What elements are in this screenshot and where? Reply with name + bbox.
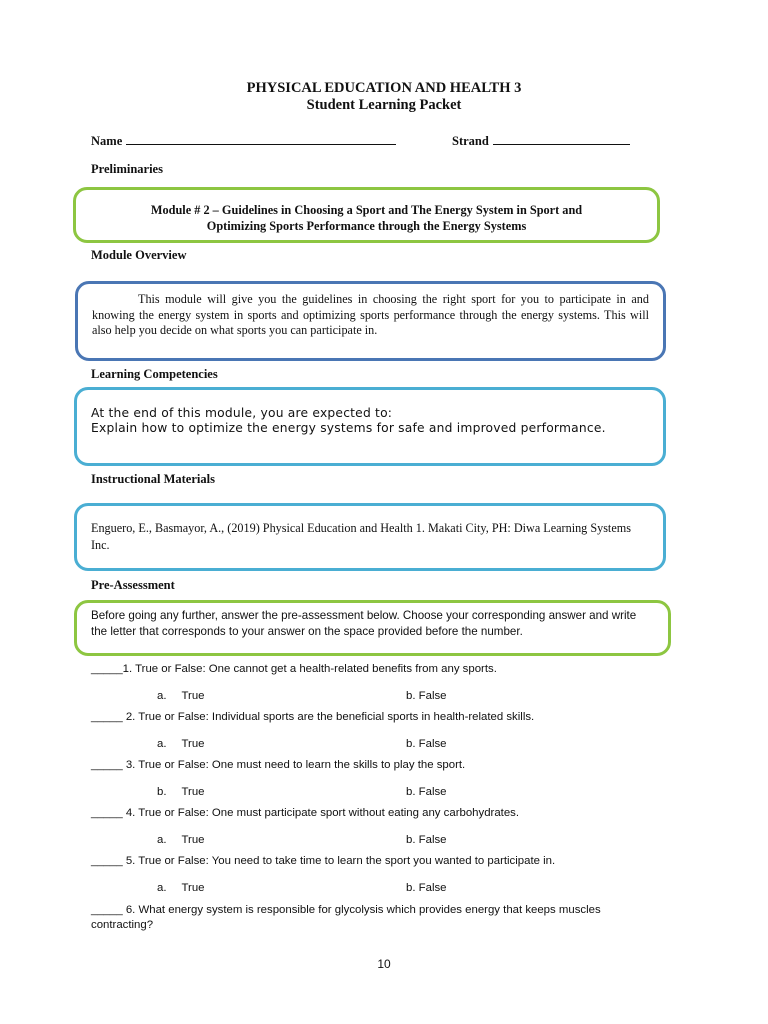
question-3-option-b[interactable]: b. False xyxy=(406,786,447,798)
instructional-materials-heading: Instructional Materials xyxy=(91,472,215,486)
module-title-line1: Module # 2 – Guidelines in Choosing a Sport and The Energy System in Sport and xyxy=(150,203,583,217)
option-text: True xyxy=(181,786,205,798)
option-text: True xyxy=(181,690,205,702)
question-2: _____ 2. True or False: Individual sports are the beneficial sports in health-related skills. xyxy=(91,711,535,723)
pre-assessment-heading: Pre-Assessment xyxy=(91,578,175,592)
option-text: True xyxy=(181,738,205,750)
name-blank[interactable] xyxy=(126,132,396,145)
question-3-option-a[interactable] xyxy=(157,786,205,798)
question-4: _____ 4. True or False: One must participate sport without eating any carbohydrates. xyxy=(91,807,520,819)
question-4-option-b[interactable]: b. False xyxy=(406,834,447,846)
question-2-option-a[interactable] xyxy=(157,738,205,750)
competencies-intro: At the end of this module, you are expected to: xyxy=(91,406,393,420)
option-letter: a. xyxy=(157,882,167,894)
question-5-option-b[interactable]: b. False xyxy=(406,882,447,894)
question-1-option-a[interactable] xyxy=(157,690,205,702)
question-6: _____ 6. What energy system is responsible for glycolysis which provides energy that keeps muscles contracting? xyxy=(91,904,601,931)
page-number: 10 xyxy=(377,957,391,971)
instructional-materials-text: Enguero, E., Basmayor, A., (2019) Physical Education and Health 1. Makati City, PH: Diwa Learning Systems Inc. xyxy=(91,521,631,552)
module-overview-heading: Module Overview xyxy=(91,248,187,262)
question-2-option-b[interactable]: b. False xyxy=(406,738,447,750)
instructional-materials-box xyxy=(74,503,666,571)
strand-blank[interactable] xyxy=(493,132,630,145)
question-1-option-b[interactable]: b. False xyxy=(406,690,447,702)
option-text: True xyxy=(181,882,205,894)
question-5-option-a[interactable] xyxy=(157,882,205,894)
module-overview-text: This module will give you the guidelines in choosing the right sport for you to participate in and knowing the energy system in sports and optimizing sports performance through the energy systems. This will also help you decide on what sports you can participate in. xyxy=(92,292,649,337)
question-1: _____1. True or False: One cannot get a health-related benefits from any sports. xyxy=(91,663,497,675)
option-letter: b. xyxy=(157,786,167,798)
option-letter: a. xyxy=(157,738,167,750)
strand-field[interactable] xyxy=(452,132,630,150)
module-title-box xyxy=(73,187,660,243)
learning-competencies-box xyxy=(74,387,666,466)
question-3: _____ 3. True or False: One must need to learn the skills to play the sport. xyxy=(91,759,466,771)
option-text: True xyxy=(181,834,205,846)
competencies-objective: Explain how to optimize the energy systems for safe and improved performance. xyxy=(91,421,606,435)
module-overview-box xyxy=(75,281,666,361)
question-5: _____ 5. True or False: You need to take time to learn the sport you wanted to participate in. xyxy=(91,855,556,867)
learning-competencies-heading: Learning Competencies xyxy=(91,367,218,381)
preliminaries-heading: Preliminaries xyxy=(91,162,163,176)
pre-assessment-instructions: Before going any further, answer the pre-assessment below. Choose your corresponding answer and write the letter that corresponds to your answer on the space provided before the number. xyxy=(91,609,637,638)
strand-label: Strand xyxy=(452,134,489,148)
module-title-line2: Optimizing Sports Performance through the Energy Systems xyxy=(206,219,527,233)
pre-assessment-instructions-box xyxy=(74,600,671,656)
name-label: Name xyxy=(91,134,123,148)
question-4-option-a[interactable] xyxy=(157,834,205,846)
option-letter: a. xyxy=(157,834,167,846)
name-field[interactable] xyxy=(91,132,396,150)
document-title: PHYSICAL EDUCATION AND HEALTH 3 xyxy=(246,80,522,96)
option-letter: a. xyxy=(157,690,167,702)
document-subtitle: Student Learning Packet xyxy=(306,97,462,113)
